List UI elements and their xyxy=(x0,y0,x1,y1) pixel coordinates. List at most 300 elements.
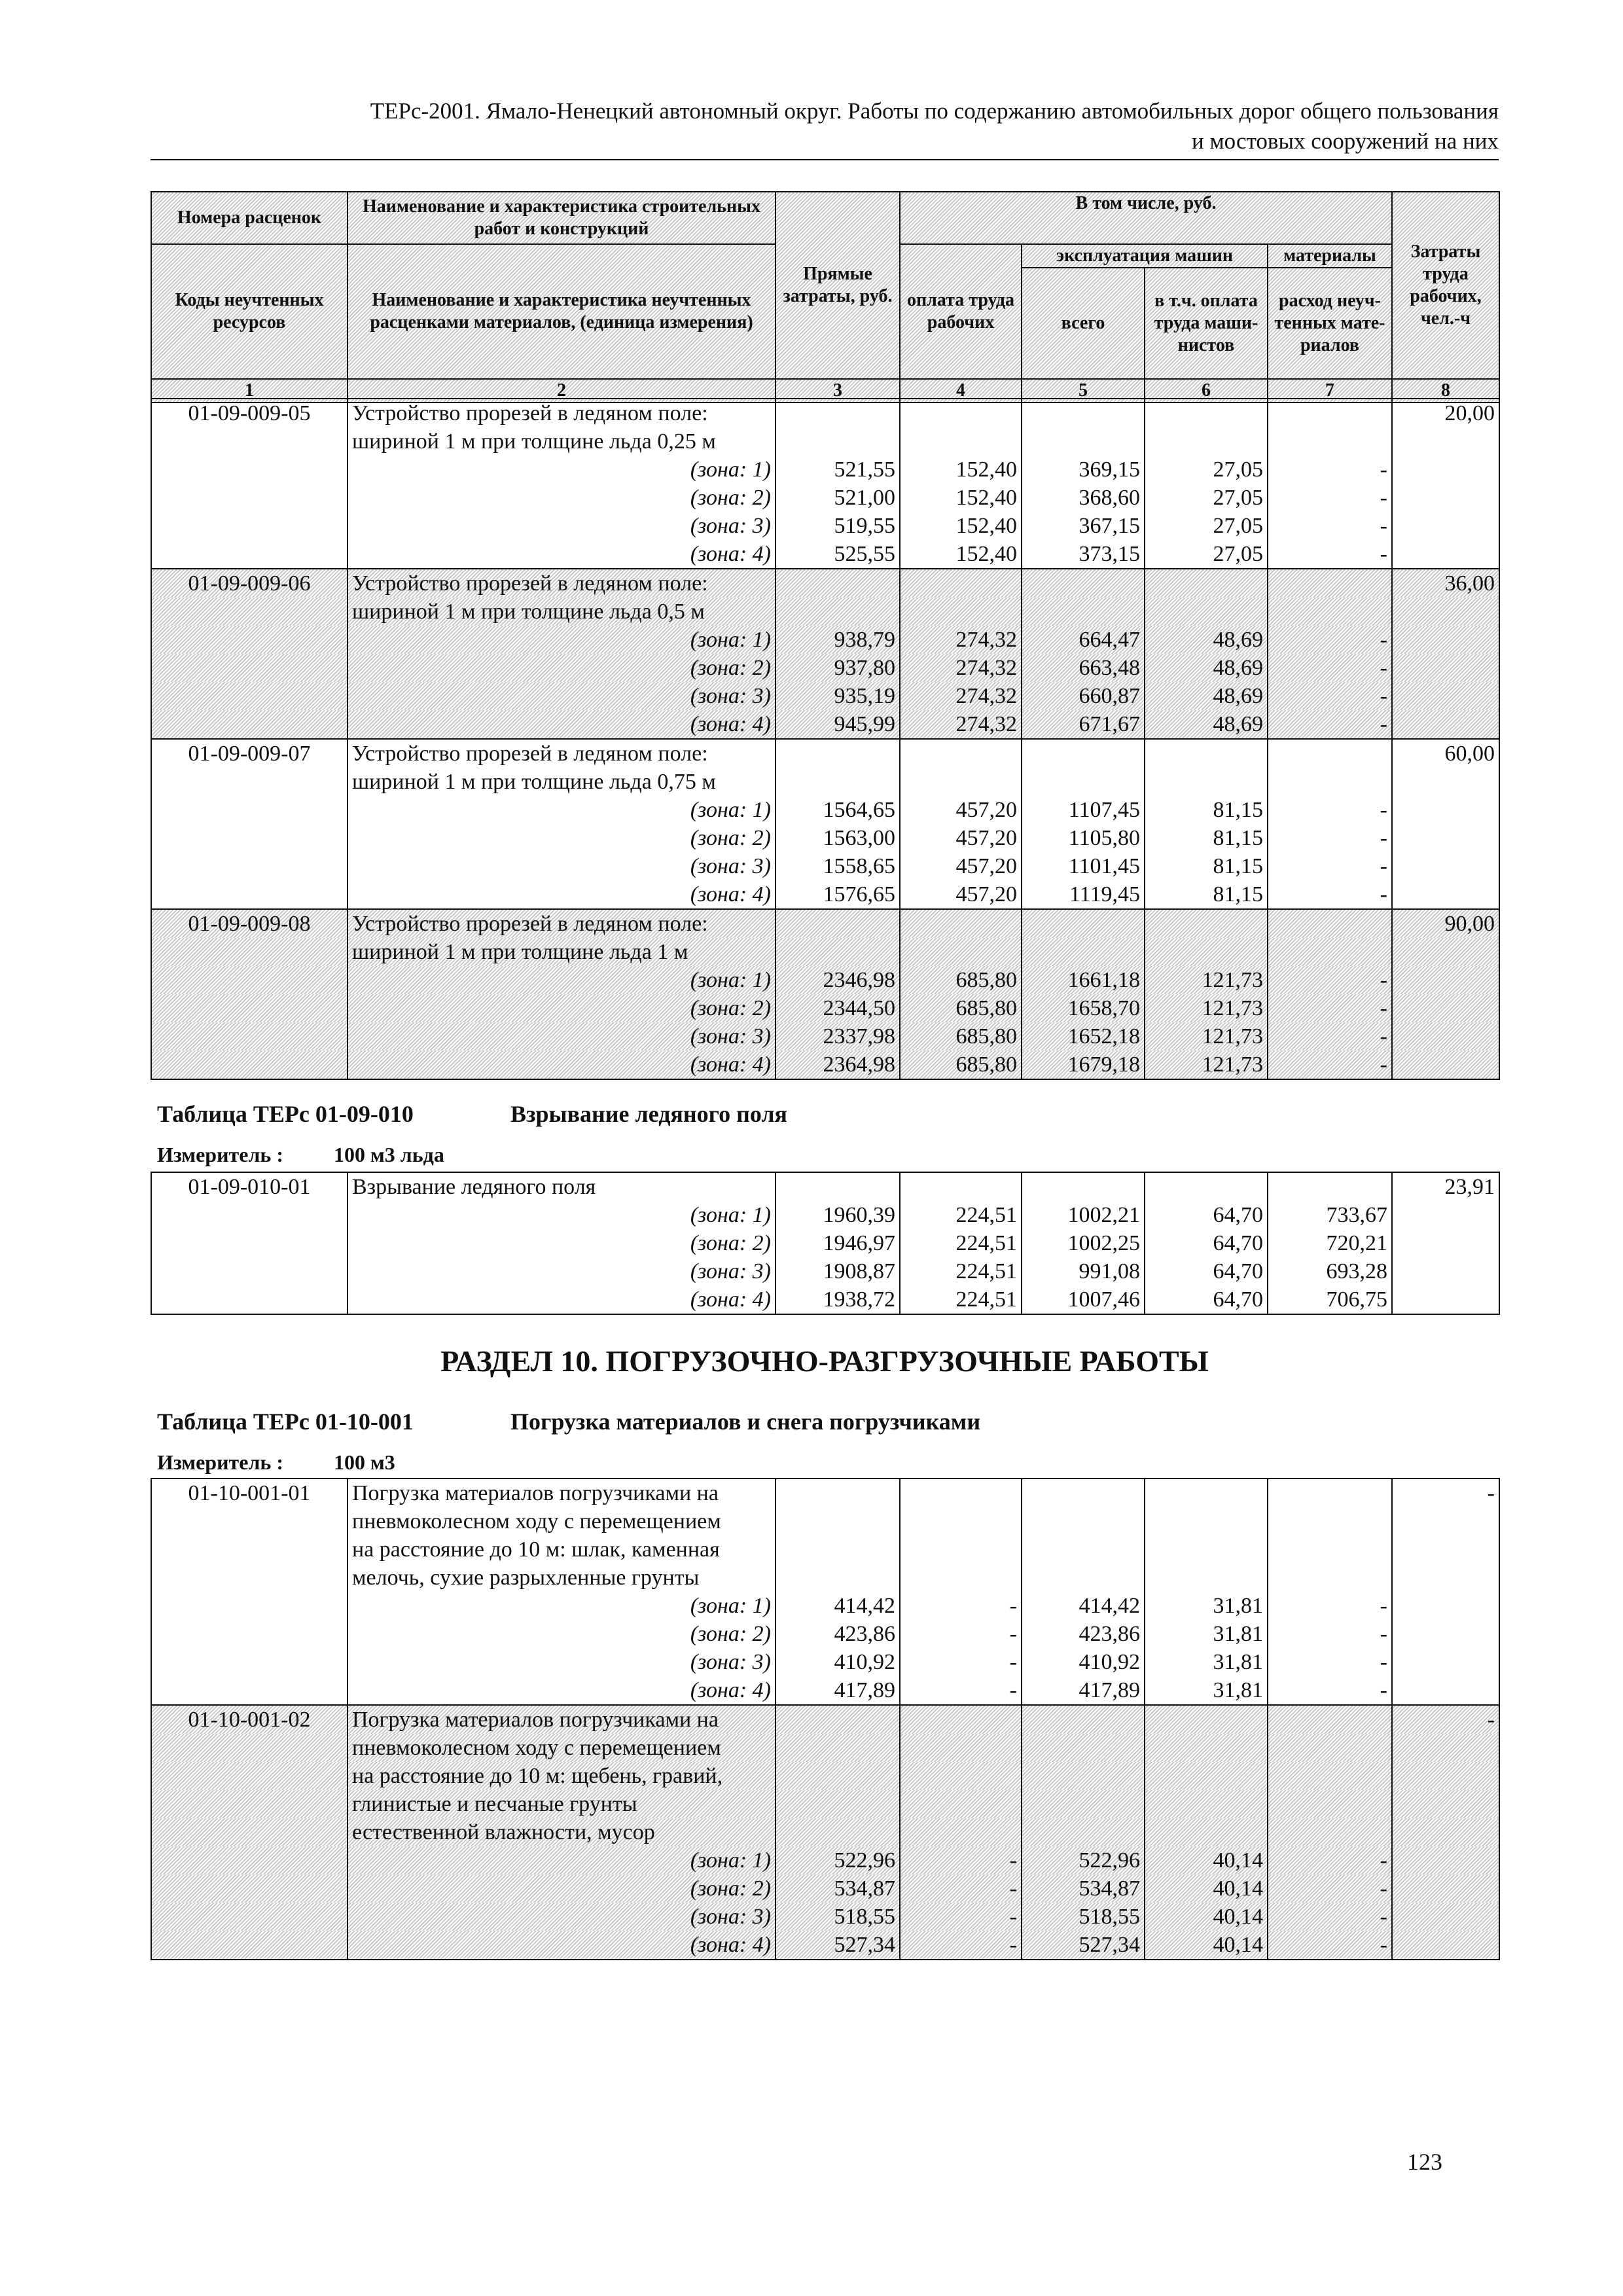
machine-total: 367,15 xyxy=(1022,512,1145,540)
table-row xyxy=(151,1734,1499,1762)
rate-code: 01-09-009-06 xyxy=(151,569,348,598)
table-row xyxy=(151,1620,1499,1648)
zone-label: (зона: 3) xyxy=(348,1648,776,1676)
rate-description: пневмоколесном ходу с перемещением xyxy=(348,1507,776,1535)
machine-total: 414,42 xyxy=(1022,1592,1145,1620)
machinist-pay: 81,15 xyxy=(1145,880,1268,909)
machinist-pay: 81,15 xyxy=(1145,796,1268,824)
table-row xyxy=(151,654,1499,682)
materials-cost: - xyxy=(1268,710,1392,739)
header-materials: материалы xyxy=(1268,244,1392,268)
labor-cost xyxy=(1392,710,1499,739)
machine-total: 373,15 xyxy=(1022,540,1145,569)
labor-cost xyxy=(1392,1229,1499,1257)
empty-cell xyxy=(1145,909,1268,938)
labor-cost xyxy=(1392,796,1499,824)
labor-cost xyxy=(1392,456,1499,484)
worker-pay: 685,80 xyxy=(900,994,1022,1022)
machine-total: 1658,70 xyxy=(1022,994,1145,1022)
materials-cost: - xyxy=(1268,654,1392,682)
empty-cell xyxy=(1145,1479,1268,1507)
direct-cost: 423,86 xyxy=(776,1620,900,1648)
empty-cell xyxy=(1022,739,1145,768)
rate-code xyxy=(151,1507,348,1535)
machine-total: 660,87 xyxy=(1022,682,1145,710)
worker-pay: 224,51 xyxy=(900,1285,1022,1314)
labor-cost xyxy=(1392,824,1499,852)
empty-cell xyxy=(900,909,1022,938)
direct-cost: 2364,98 xyxy=(776,1050,900,1079)
labor-cost xyxy=(1392,1022,1499,1050)
empty-cell xyxy=(1268,1564,1392,1592)
table-row xyxy=(151,1931,1499,1960)
zone-label: (зона: 4) xyxy=(348,1285,776,1314)
rate-description: Устройство прорезей в ледяном поле: xyxy=(348,399,776,427)
machinist-pay: 121,73 xyxy=(1145,994,1268,1022)
machinist-pay: 121,73 xyxy=(1145,1050,1268,1079)
empty-cell xyxy=(776,1705,900,1734)
empty-cell xyxy=(1022,598,1145,626)
rate-code xyxy=(151,1257,348,1285)
materials-cost: 693,28 xyxy=(1268,1257,1392,1285)
worker-pay: 152,40 xyxy=(900,540,1022,569)
empty-cell xyxy=(1145,739,1268,768)
rate-code xyxy=(151,598,348,626)
empty-cell xyxy=(1145,598,1268,626)
empty-cell xyxy=(1145,1507,1268,1535)
empty-cell xyxy=(1145,569,1268,598)
materials-cost: - xyxy=(1268,456,1392,484)
direct-cost: 938,79 xyxy=(776,626,900,654)
labor-cost xyxy=(1392,1507,1499,1535)
empty-cell xyxy=(1268,427,1392,456)
table-row xyxy=(151,768,1499,796)
table-row xyxy=(151,1874,1499,1903)
table-row xyxy=(151,626,1499,654)
zone-label: (зона: 3) xyxy=(348,1257,776,1285)
rate-code xyxy=(151,1762,348,1790)
worker-pay: - xyxy=(900,1903,1022,1931)
empty-cell xyxy=(1268,1507,1392,1535)
empty-cell xyxy=(1145,1818,1268,1846)
labor-cost xyxy=(1392,1648,1499,1676)
rate-description: Взрывание ледяного поля xyxy=(348,1172,776,1201)
direct-cost: 1576,65 xyxy=(776,880,900,909)
empty-cell xyxy=(900,938,1022,966)
col-number: 7 xyxy=(1268,379,1392,403)
empty-cell xyxy=(1022,1818,1145,1846)
empty-cell xyxy=(1145,1790,1268,1818)
empty-cell xyxy=(776,427,900,456)
rate-code xyxy=(151,1931,348,1960)
worker-pay: 152,40 xyxy=(900,512,1022,540)
worker-pay: 457,20 xyxy=(900,880,1022,909)
labor-cost xyxy=(1392,1676,1499,1705)
header-col3: Прямые затраты, руб. xyxy=(776,192,900,379)
labor-cost xyxy=(1392,427,1499,456)
zone-label: (зона: 1) xyxy=(348,1846,776,1874)
table-row xyxy=(151,682,1499,710)
empty-cell xyxy=(776,1507,900,1535)
running-header-line2: и мостовых сооружений на них xyxy=(1192,128,1499,154)
table2-measure xyxy=(157,1141,444,1168)
labor-cost xyxy=(1392,1762,1499,1790)
col-number: 3 xyxy=(776,379,900,403)
rate-code xyxy=(151,1285,348,1314)
labor-cost xyxy=(1392,1931,1499,1960)
table2-caption-code: Таблица ТЕРс 01-09-010 xyxy=(157,1101,414,1127)
zone-label: (зона: 1) xyxy=(348,626,776,654)
table-row xyxy=(151,540,1499,569)
empty-cell xyxy=(776,938,900,966)
table-row xyxy=(151,1201,1499,1229)
direct-cost: 518,55 xyxy=(776,1903,900,1931)
empty-cell xyxy=(1268,938,1392,966)
machine-total: 369,15 xyxy=(1022,456,1145,484)
empty-cell xyxy=(1022,1790,1145,1818)
rate-code xyxy=(151,710,348,739)
rate-code xyxy=(151,1903,348,1931)
rate-code xyxy=(151,994,348,1022)
worker-pay: 457,20 xyxy=(900,796,1022,824)
machine-total: 1105,80 xyxy=(1022,824,1145,852)
rate-code: 01-09-010-01 xyxy=(151,1172,348,1201)
rate-description: на расстояние до 10 м: шлак, каменная xyxy=(348,1535,776,1564)
rate-description: Устройство прорезей в ледяном поле: xyxy=(348,909,776,938)
table2-measure-value: 100 м3 льда xyxy=(334,1143,444,1166)
worker-pay: 224,51 xyxy=(900,1257,1022,1285)
materials-cost: - xyxy=(1268,682,1392,710)
machinist-pay: 40,14 xyxy=(1145,1903,1268,1931)
rate-code xyxy=(151,1846,348,1874)
labor-cost xyxy=(1392,1050,1499,1079)
direct-cost: 1938,72 xyxy=(776,1285,900,1314)
rate-code xyxy=(151,1648,348,1676)
rate-code xyxy=(151,938,348,966)
empty-cell xyxy=(1022,768,1145,796)
labor-cost xyxy=(1392,484,1499,512)
direct-cost: 525,55 xyxy=(776,540,900,569)
labor-cost xyxy=(1392,1620,1499,1648)
empty-cell xyxy=(776,1564,900,1592)
machine-total: 1652,18 xyxy=(1022,1022,1145,1050)
rate-code xyxy=(151,1818,348,1846)
empty-cell xyxy=(776,1762,900,1790)
table-row xyxy=(151,1846,1499,1874)
empty-cell xyxy=(776,1790,900,1818)
table3-caption-code: Таблица ТЕРс 01-10-001 xyxy=(157,1408,414,1435)
table-row xyxy=(151,1790,1499,1818)
table2-measure-label: Измеритель : xyxy=(157,1143,283,1166)
empty-cell xyxy=(900,1818,1022,1846)
rate-description: глинистые и песчаные грунты xyxy=(348,1790,776,1818)
rate-description: шириной 1 м при толщине льда 0,5 м xyxy=(348,598,776,626)
table-row xyxy=(151,484,1499,512)
empty-cell xyxy=(1145,427,1268,456)
table-row xyxy=(151,1285,1499,1314)
worker-pay: 274,32 xyxy=(900,682,1022,710)
labor-cost xyxy=(1392,1201,1499,1229)
rate-code xyxy=(151,654,348,682)
machine-total: 1002,25 xyxy=(1022,1229,1145,1257)
direct-cost: 1946,97 xyxy=(776,1229,900,1257)
labor-cost xyxy=(1392,1535,1499,1564)
rate-code: 01-10-001-02 xyxy=(151,1705,348,1734)
labor-cost xyxy=(1392,1874,1499,1903)
empty-cell xyxy=(1268,768,1392,796)
col-number: 6 xyxy=(1145,379,1268,403)
rate-code xyxy=(151,1564,348,1592)
zone-label: (зона: 3) xyxy=(348,852,776,880)
rate-code: 01-10-001-01 xyxy=(151,1479,348,1507)
table-row xyxy=(151,569,1499,598)
table-row xyxy=(151,1229,1499,1257)
machinist-pay: 31,81 xyxy=(1145,1620,1268,1648)
materials-cost: - xyxy=(1268,540,1392,569)
empty-cell xyxy=(900,1564,1022,1592)
materials-cost: - xyxy=(1268,1931,1392,1960)
worker-pay: 274,32 xyxy=(900,654,1022,682)
column-header xyxy=(151,191,1500,403)
rate-description: мелочь, сухие разрыхленные грунты xyxy=(348,1564,776,1592)
materials-cost: 733,67 xyxy=(1268,1201,1392,1229)
machinist-pay: 64,70 xyxy=(1145,1201,1268,1229)
table-row xyxy=(151,739,1499,768)
empty-cell xyxy=(776,1479,900,1507)
zone-label: (зона: 1) xyxy=(348,796,776,824)
machine-total: 671,67 xyxy=(1022,710,1145,739)
rate-code xyxy=(151,852,348,880)
machine-total: 527,34 xyxy=(1022,1931,1145,1960)
labor-cost xyxy=(1392,938,1499,966)
header-col4: оплата труда рабочих xyxy=(900,244,1022,379)
worker-pay: 685,80 xyxy=(900,1050,1022,1079)
zone-label: (зона: 1) xyxy=(348,966,776,994)
labor-cost xyxy=(1392,682,1499,710)
empty-cell xyxy=(900,768,1022,796)
empty-cell xyxy=(900,427,1022,456)
labor-cost: - xyxy=(1392,1705,1499,1734)
table2-caption xyxy=(157,1100,788,1128)
empty-cell xyxy=(1268,1818,1392,1846)
empty-cell xyxy=(900,1734,1022,1762)
empty-cell xyxy=(900,1535,1022,1564)
rate-code xyxy=(151,768,348,796)
table-row xyxy=(151,427,1499,456)
zone-label: (зона: 4) xyxy=(348,1676,776,1705)
empty-cell xyxy=(1022,569,1145,598)
zone-label: (зона: 2) xyxy=(348,654,776,682)
empty-cell xyxy=(900,1790,1022,1818)
direct-cost: 2346,98 xyxy=(776,966,900,994)
section-title: РАЗДЕЛ 10. ПОГРУЗОЧНО-РАЗГРУЗОЧНЫЕ РАБОТЫ xyxy=(440,1344,1209,1378)
table-row xyxy=(151,1818,1499,1846)
table-row xyxy=(151,1903,1499,1931)
worker-pay: 457,20 xyxy=(900,852,1022,880)
machine-total: 1007,46 xyxy=(1022,1285,1145,1314)
materials-cost: - xyxy=(1268,1022,1392,1050)
table3-measure-label: Измеритель : xyxy=(157,1450,283,1474)
rate-code xyxy=(151,796,348,824)
table-row xyxy=(151,880,1499,909)
empty-cell xyxy=(776,399,900,427)
materials-cost: - xyxy=(1268,880,1392,909)
empty-cell xyxy=(1268,598,1392,626)
machinist-pay: 40,14 xyxy=(1145,1846,1268,1874)
empty-cell xyxy=(776,768,900,796)
labor-cost xyxy=(1392,598,1499,626)
rate-code xyxy=(151,1734,348,1762)
zone-label: (зона: 3) xyxy=(348,512,776,540)
zone-label: (зона: 4) xyxy=(348,540,776,569)
header-col2-top: Наименование и характеристика строительных работ и конструкций xyxy=(348,192,776,244)
empty-cell xyxy=(1022,427,1145,456)
table-row xyxy=(151,909,1499,938)
materials-cost: - xyxy=(1268,1903,1392,1931)
machine-total: 664,47 xyxy=(1022,626,1145,654)
labor-cost: 20,00 xyxy=(1392,399,1499,427)
empty-cell xyxy=(900,399,1022,427)
zone-label: (зона: 4) xyxy=(348,1931,776,1960)
materials-cost: - xyxy=(1268,512,1392,540)
rate-description: на расстояние до 10 м: щебень, гравий, xyxy=(348,1762,776,1790)
machine-total: 410,92 xyxy=(1022,1648,1145,1676)
labor-cost: 60,00 xyxy=(1392,739,1499,768)
header-col2-bottom: Наименование и характеристика неучтенных расценками материалов, (единица измерения) xyxy=(348,244,776,379)
empty-cell xyxy=(1022,1705,1145,1734)
empty-cell xyxy=(776,739,900,768)
machinist-pay: 48,69 xyxy=(1145,654,1268,682)
rate-code xyxy=(151,1022,348,1050)
worker-pay: - xyxy=(900,1620,1022,1648)
labor-cost xyxy=(1392,1790,1499,1818)
machine-total: 518,55 xyxy=(1022,1903,1145,1931)
machine-total: 1119,45 xyxy=(1022,880,1145,909)
materials-cost: 706,75 xyxy=(1268,1285,1392,1314)
rate-code xyxy=(151,512,348,540)
table-row xyxy=(151,1050,1499,1079)
machine-total: 1661,18 xyxy=(1022,966,1145,994)
empty-cell xyxy=(1022,1479,1145,1507)
header-col6: в т.ч. оплата труда маши-нистов xyxy=(1145,268,1268,379)
empty-cell xyxy=(900,1762,1022,1790)
worker-pay: 152,40 xyxy=(900,484,1022,512)
empty-cell xyxy=(776,1734,900,1762)
direct-cost: 417,89 xyxy=(776,1676,900,1705)
empty-cell xyxy=(900,569,1022,598)
rate-code xyxy=(151,682,348,710)
empty-cell xyxy=(1022,1507,1145,1535)
empty-cell xyxy=(1022,1535,1145,1564)
empty-cell xyxy=(900,1507,1022,1535)
materials-cost: - xyxy=(1268,1846,1392,1874)
empty-cell xyxy=(776,569,900,598)
table3-measure-value: 100 м3 xyxy=(334,1450,395,1474)
rate-code xyxy=(151,1535,348,1564)
empty-cell xyxy=(1022,1762,1145,1790)
empty-cell xyxy=(1022,909,1145,938)
empty-cell xyxy=(900,1172,1022,1201)
zone-label: (зона: 3) xyxy=(348,682,776,710)
col-number: 4 xyxy=(900,379,1022,403)
zone-label: (зона: 1) xyxy=(348,1201,776,1229)
direct-cost: 522,96 xyxy=(776,1846,900,1874)
empty-cell xyxy=(1268,1790,1392,1818)
rate-code: 01-09-009-07 xyxy=(151,739,348,768)
empty-cell xyxy=(1022,938,1145,966)
materials-cost: - xyxy=(1268,1874,1392,1903)
direct-cost: 1558,65 xyxy=(776,852,900,880)
worker-pay: 457,20 xyxy=(900,824,1022,852)
materials-cost: 720,21 xyxy=(1268,1229,1392,1257)
machine-total: 663,48 xyxy=(1022,654,1145,682)
labor-cost xyxy=(1392,1818,1499,1846)
direct-cost: 519,55 xyxy=(776,512,900,540)
header-col5: всего xyxy=(1022,268,1145,379)
table3-measure xyxy=(157,1449,395,1475)
rate-code xyxy=(151,540,348,569)
labor-cost: - xyxy=(1392,1479,1499,1507)
empty-cell xyxy=(776,1535,900,1564)
rate-description: пневмоколесном ходу с перемещением xyxy=(348,1734,776,1762)
machine-total: 368,60 xyxy=(1022,484,1145,512)
rate-description: Устройство прорезей в ледяном поле: xyxy=(348,569,776,598)
machinist-pay: 64,70 xyxy=(1145,1257,1268,1285)
col-number: 5 xyxy=(1022,379,1145,403)
empty-cell xyxy=(900,1479,1022,1507)
table-row xyxy=(151,456,1499,484)
running-header-line1: ТЕРс-2001. Ямало-Ненецкий автономный округ. Работы по содержанию автомобильных дорог общего пользования xyxy=(370,98,1499,124)
rate-code: 01-09-009-05 xyxy=(151,399,348,427)
worker-pay: - xyxy=(900,1648,1022,1676)
machinist-pay: 48,69 xyxy=(1145,682,1268,710)
zone-label: (зона: 2) xyxy=(348,994,776,1022)
header-col7: расход неуч-тенных мате-риалов xyxy=(1268,268,1392,379)
table-row xyxy=(151,1676,1499,1705)
direct-cost: 1960,39 xyxy=(776,1201,900,1229)
table3-caption xyxy=(157,1407,981,1436)
empty-cell xyxy=(1268,1762,1392,1790)
table-row xyxy=(151,824,1499,852)
direct-cost: 935,19 xyxy=(776,682,900,710)
labor-cost xyxy=(1392,768,1499,796)
machinist-pay: 64,70 xyxy=(1145,1229,1268,1257)
rate-description: шириной 1 м при толщине льда 1 м xyxy=(348,938,776,966)
rate-code xyxy=(151,1229,348,1257)
rate-description: Погрузка материалов погрузчиками на xyxy=(348,1705,776,1734)
machine-total: 991,08 xyxy=(1022,1257,1145,1285)
rate-description: естественной влажности, мусор xyxy=(348,1818,776,1846)
materials-cost: - xyxy=(1268,626,1392,654)
labor-cost xyxy=(1392,1903,1499,1931)
header-machines: эксплуатация машин xyxy=(1022,244,1268,268)
empty-cell xyxy=(1145,399,1268,427)
materials-cost: - xyxy=(1268,1592,1392,1620)
table-row xyxy=(151,1705,1499,1734)
direct-cost: 521,00 xyxy=(776,484,900,512)
worker-pay: 224,51 xyxy=(900,1201,1022,1229)
table-row xyxy=(151,938,1499,966)
machinist-pay: 27,05 xyxy=(1145,512,1268,540)
direct-cost: 414,42 xyxy=(776,1592,900,1620)
zone-label: (зона: 2) xyxy=(348,1229,776,1257)
machine-total: 522,96 xyxy=(1022,1846,1145,1874)
table-row xyxy=(151,399,1499,427)
empty-cell xyxy=(1022,399,1145,427)
machinist-pay: 48,69 xyxy=(1145,626,1268,654)
rate-code xyxy=(151,484,348,512)
worker-pay: 685,80 xyxy=(900,966,1022,994)
